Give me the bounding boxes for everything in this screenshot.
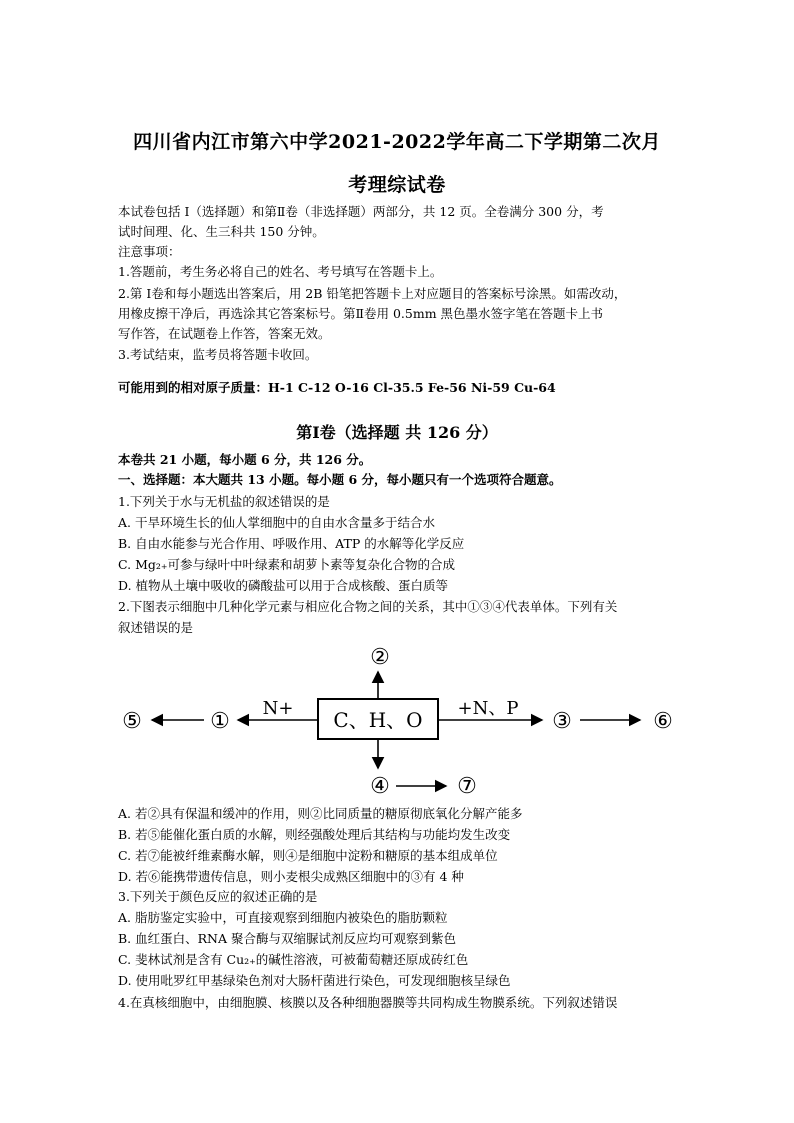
node-5: ⑤ (122, 709, 142, 734)
center-element-label: C、H、O (333, 708, 423, 732)
q1-option-b: B. 自由水能参与光合作用、呼吸作用、ATP 的水解等化学反应 (118, 536, 465, 551)
q2-option-a: A. 若②具有保温和缓冲的作用，则②比同质量的糖原彻底氧化分解产能多 (118, 806, 523, 821)
q2-option-b: B. 若⑤能催化蛋白质的水解，则经强酸处理后其结构与功能均发生改变 (118, 827, 511, 842)
q3-option-b: B. 血红蛋白、RNA 聚合酶与双缩脲试剂反应均可观察到紫色 (118, 931, 456, 946)
section1-heading: 第Ⅰ卷（选择题 共 126 分） (296, 423, 498, 442)
node-2: ② (370, 645, 390, 670)
note-2a: 2.第 I卷和每小题选出答案后，用 2B 铅笔把答题卡上对应题目的答案标号涂黑。如需改动， (118, 286, 627, 301)
q3-option-a: A. 脂肪鉴定实验中，可直接观察到细胞内被染色的脂肪颗粒 (118, 910, 448, 925)
q2-stem-b: 叙述错误的是 (118, 620, 194, 635)
q1-stem: 1.下列关于水与无机盐的叙述错误的是 (118, 494, 330, 509)
atomic-masses: 可能用到的相对原子质量：H-1 C-12 O-16 Cl-35.5 Fe-56 Ni-59 Cu-64 (118, 380, 556, 395)
q2-option-d: D. 若⑥能携带遗传信息，则小麦根尖成熟区细胞中的③有 4 种 (118, 869, 464, 884)
q2-option-c: C. 若⑦能被纤维素酶水解，则④是细胞中淀粉和糖原的基本组成单位 (118, 848, 498, 863)
note-2b: 用橡皮擦干净后，再选涂其它答案标号。第Ⅱ卷用 0.5mm 黑色墨水签字笔在答题卡上书 (118, 306, 604, 321)
exam-title-line1: 四川省内江市第六中学2021-2022学年高二下学期第二次月 (133, 131, 661, 153)
node-1: ① (210, 709, 230, 734)
note-1: 1.答题前，考生务必将自己的姓名、考号填写在答题卡上。 (118, 264, 443, 279)
q1-option-c: C. Mg₂₊可参与绿叶中叶绿素和胡萝卜素等复杂化合物的合成 (118, 557, 455, 572)
intro-line1: 本试卷包括 I（选择题）和第Ⅱ卷（非选择题）两部分，共 12 页。全卷满分 300 分，考 (118, 204, 604, 219)
q3-option-d: D. 使用吡罗红甲基绿染色剂对大肠杆菌进行染色，可发现细胞核呈绿色 (118, 973, 511, 988)
q1-option-d: D. 植物从土壤中吸收的磷酸盐可以用于合成核酸、蛋白质等 (118, 578, 449, 593)
intro-line2: 试时间理、化、生三科共 150 分钟。 (118, 224, 325, 239)
q3-option-c: C. 斐林试剂是含有 Cu₂₊的碱性溶液，可被葡萄糖还原成砖红色 (118, 952, 469, 967)
node-4: ④ (370, 774, 390, 799)
q3-stem: 3.下列关于颜色反应的叙述正确的是 (118, 889, 318, 904)
q4-stem: 4.在真核细胞中，由细胞膜、核膜以及各种细胞器膜等共同构成生物膜系统。下列叙述错误 (118, 995, 618, 1010)
note-3: 3.考试结束，监考员将答题卡收回。 (118, 347, 318, 362)
q2-stem-a: 2.下图表示细胞中几种化学元素与相应化合物之间的关系，其中①③④代表单体。下列有关 (118, 599, 618, 614)
notes-heading: 注意事项： (118, 244, 181, 259)
node-3: ③ (552, 709, 572, 734)
note-2c: 写作答，在试题卷上作答，答案无效。 (118, 326, 331, 341)
n-plus-label: N+ (262, 698, 294, 719)
exam-title-line2: 考理综试卷 (348, 174, 446, 196)
compound-relationship-diagram (110, 636, 690, 804)
section1-part-heading: 一、选择题：本大题共 13 小题。每小题 6 分，每小题只有一个选项符合题意。 (118, 472, 562, 487)
section1-summary: 本卷共 21 小题，每小题 6 分，共 126 分。 (118, 452, 372, 467)
q1-option-a: A. 干旱环境生长的仙人掌细胞中的自由水含量多于结合水 (118, 515, 435, 530)
n-p-label: +N、P (457, 698, 519, 719)
node-7: ⑦ (457, 774, 477, 799)
node-6: ⑥ (653, 709, 673, 734)
